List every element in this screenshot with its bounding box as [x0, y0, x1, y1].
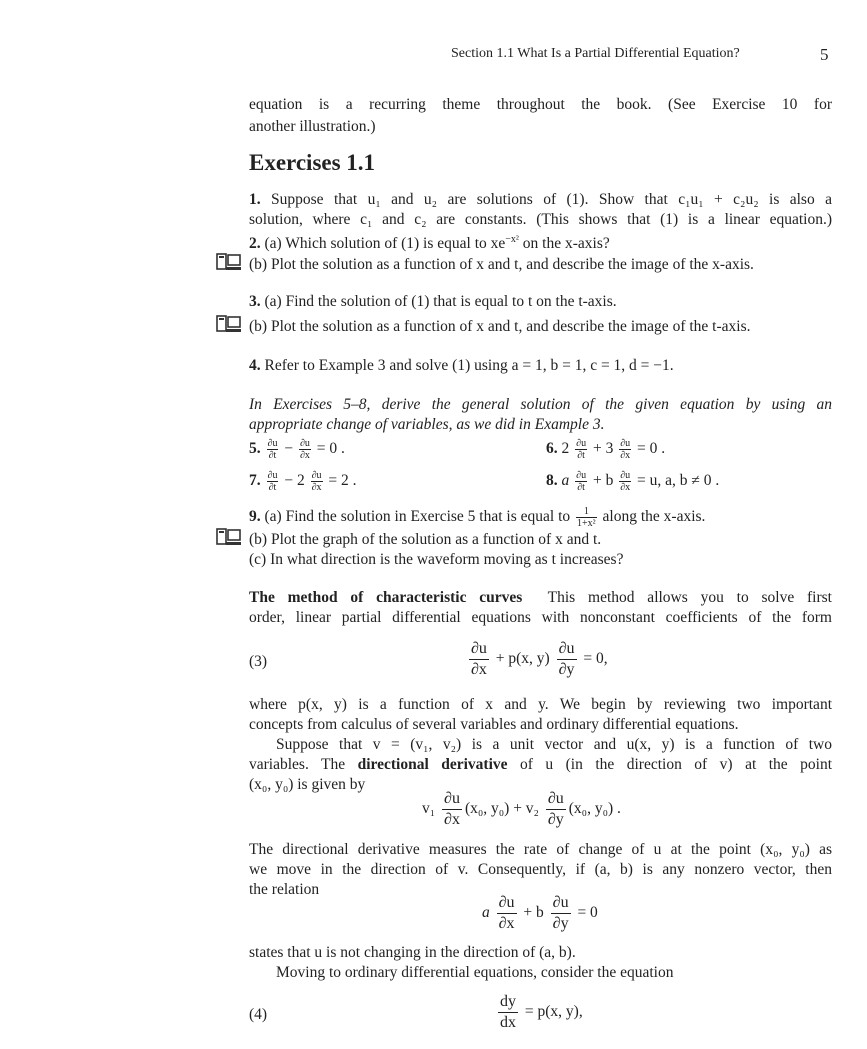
running-head: Section 1.1 What Is a Partial Differential Equation? [451, 46, 740, 61]
paragraph-2-line-3: (x₀, y₀) is given by [249, 776, 366, 793]
page-number: 5 [820, 45, 829, 64]
relation-formula: a $\frac{\partial u}{\partial x}$ + b $\frac{\partial u}{\partial y}$ = 0 [482, 894, 598, 932]
exercise-2b: (b) Plot the solution as a function of x and t, and describe the image of the x-axis. [249, 256, 754, 273]
directional-derivative-formula: v₁ $\frac{\partial u}{\partial x}$ (x₀, y₀) + v₂ $\frac{\partial u}{\partial y}$ (x₀, y₀) . [422, 790, 621, 828]
exercise-9c: (c) In what direction is the waveform moving as t increases? [249, 551, 624, 568]
intro-line-1: equation is a recurring theme throughout the book. (See Exercise 10 for [249, 96, 832, 113]
exercise-1-line-2: solution, where c₁ and c₂ are constants. (This shows that (1) is a linear equation.) [249, 211, 832, 228]
exercise-8: 8. a $\frac{\partial u}{\partial t}$ + b $\frac{\partial u}{\partial x}$ = u, a, b ≠ 0 . [546, 470, 720, 493]
paragraph-1-line-1: where p(x, y) is a function of x and y. We begin by reviewing two important [249, 696, 832, 713]
exercise-9b: (b) Plot the graph of the solution as a function of x and t. [249, 531, 602, 548]
equation-3: $\frac{\partial u}{\partial x}$ + p(x, y) $\frac{\partial u}{\partial y}$ = 0, [471, 640, 608, 678]
intro-line-2: another illustration.) [249, 118, 376, 135]
exercise-9-number: 9. [249, 508, 261, 526]
exercise-6: 6. 2 $\frac{\partial u}{\partial t}$ + 3 $\frac{\partial u}{\partial x}$ = 0 . [546, 438, 666, 461]
paragraph-3-line-3: the relation [249, 881, 320, 898]
exercise-2-number: 2. [249, 235, 261, 253]
term-directional-derivative: directional derivative [357, 756, 508, 773]
computer-icon [216, 253, 242, 271]
exercise-4: 4. Refer to Example 3 and solve (1) using a = 1, b = 1, c = 1, d = −1. [249, 357, 674, 374]
equation-4-label: (4) [249, 1006, 268, 1023]
exercise-3-number: 3. [249, 293, 261, 310]
paragraph-3-line-1: The directional derivative measures the rate of change of u at the point (x₀, y₀) as [249, 841, 832, 858]
computer-icon [216, 528, 242, 546]
exercise-5: 5. $\frac{\partial u}{\partial t}$ − $\frac{\partial u}{\partial x}$ = 0 . [249, 438, 345, 461]
exercise-9a: 9. (a) Find the solution in Exercise 5 that is equal to $\frac{1}{\text{1+x²}}$ along the x-axis. [249, 506, 706, 529]
exercise-7: 7. $\frac{\partial u}{\partial t}$ − 2 $\frac{\partial u}{\partial x}$ = 2 . [249, 470, 357, 493]
paragraph-2-line-2: variables. The directional derivative of u (in the direction of v) at the point [249, 756, 833, 773]
paragraph-4: states that u is not changing in the direction of (a, b). [249, 944, 576, 961]
method-title: The method of characteristic curves [249, 589, 523, 606]
equation-4: $\frac{dy}{dx}$ = p(x, y), [500, 993, 583, 1031]
exercise-4-number: 4. [249, 357, 261, 374]
exercise-3a: 3. (a) Find the solution of (1) that is equal to t on the t-axis. [249, 293, 617, 310]
paragraph-5: Moving to ordinary differential equations, consider the equation [276, 964, 674, 981]
paragraph-2-line-1: Suppose that v = (v₁, v₂) is a unit vector and u(x, y) is a function of two [276, 736, 832, 753]
exercise-2a: 2. (a) Which solution of (1) is equal to $xe^{-x^2}$ on the x-axis? [249, 234, 610, 253]
exercise-1-number: 1. [249, 191, 261, 208]
instructions-line-1: In Exercises 5–8, derive the general solution of the given equation by using an [249, 396, 832, 413]
exercises-heading: Exercises 1.1 [249, 150, 376, 175]
instructions-line-2: appropriate change of variables, as we did in Example 3. [249, 416, 605, 433]
equation-3-label: (3) [249, 653, 268, 670]
exercise-3b: (b) Plot the solution as a function of x and t, and describe the image of the t-axis. [249, 318, 751, 335]
paragraph-1-line-2: concepts from calculus of several variables and ordinary differential equations. [249, 716, 739, 733]
method-line-2: order, linear partial differential equations with nonconstant coefficients of the form [249, 609, 832, 626]
computer-icon [216, 315, 242, 333]
exercise-1-line-1: 1. Suppose that u₁ and u₂ are solutions of (1). Show that c₁u₁ + c₂u₂ is also a [249, 191, 832, 208]
paragraph-3-line-2: we move in the direction of v. Consequently, if (a, b) is any nonzero vector, then [249, 861, 832, 878]
method-line-1: The method of characteristic curves This method allows you to solve first [249, 589, 832, 606]
